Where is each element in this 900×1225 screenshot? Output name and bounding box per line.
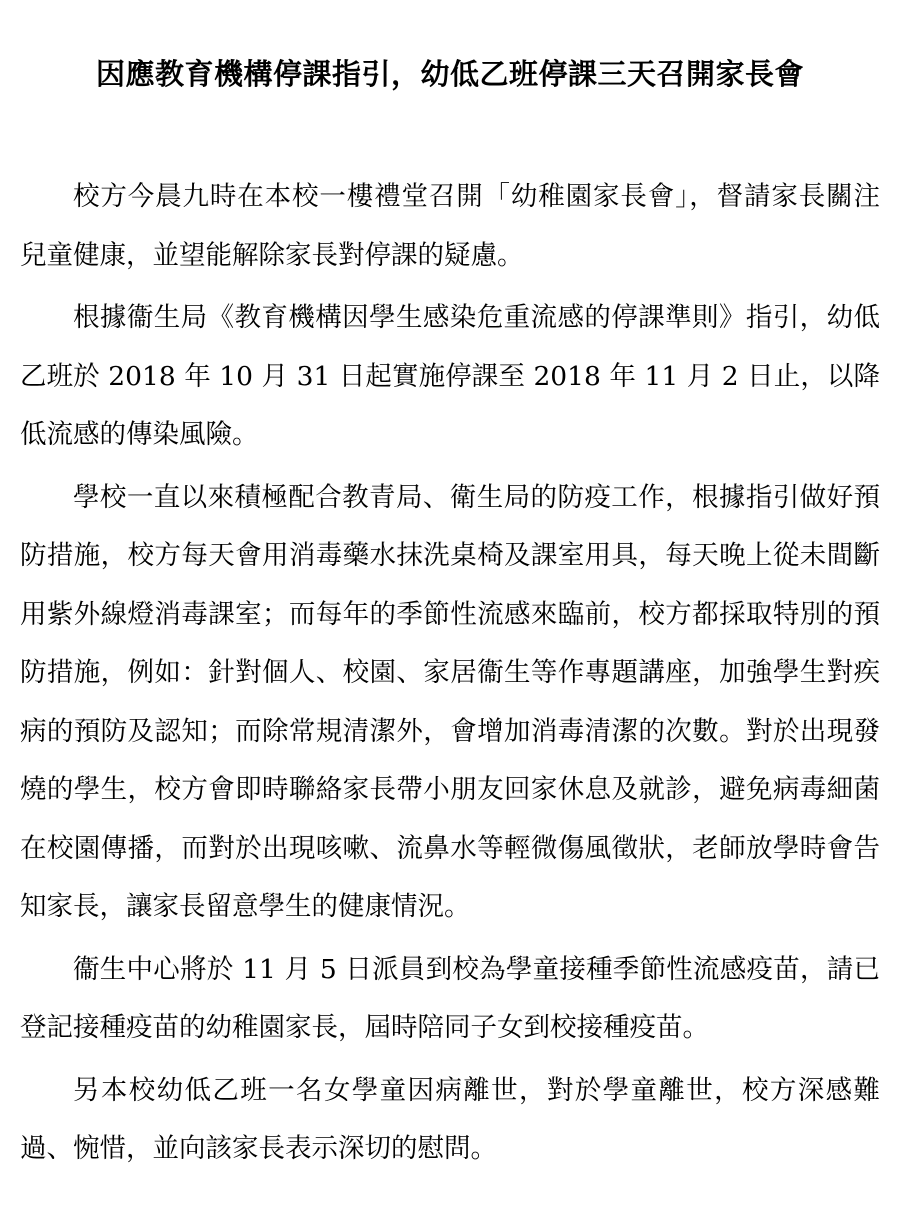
document-body bbox=[20, 168, 880, 1183]
paragraph-parent-meeting: 校方今晨九時在本校一樓禮堂召開「幼稚園家長會」，督請家長關注兒童健康，並望能解除家長對停課的疑慮。 bbox=[20, 181, 880, 271]
paragraph-condolences: 另本校幼低乙班一名女學童因病離世，對於學童離世，校方深感難過、惋惜，並向該家長表示深切的慰問。 bbox=[20, 1074, 880, 1164]
paragraph-flu-vaccination: 衞生中心將於 11 月 5 日派員到校為學童接種季節性流感疫苗，請已登記接種疫苗的幼稚園家長，屆時陪同子女到校接種疫苗。 bbox=[20, 953, 880, 1043]
document-title: 因應教育機構停課指引，幼低乙班停課三天召開家長會 bbox=[95, 57, 804, 91]
paragraph-prevention-measures: 學校一直以來積極配合教青局、衛生局的防疫工作，根據指引做好預防措施，校方每天會用消毒藥水抹洗桌椅及課室用具，每天晚上從未間斷用紫外線燈消毒課室；而每年的季節性流感來臨前，校方都採取特別的預防措施，例如：針對個人、校園、家居衞生等作專題講座，加強學生對疾病的預防及認知；而除常規清潔外，會增加消毒清潔的次數。對於出現發燒的學生，校方會即時聯絡家長帶小朋友回家休息及就診，避免病毒細菌在校園傳播，而對於出現咳嗽、流鼻水等輕微傷風徵狀，老師放學時會告知家長，讓家長留意學生的健康情況。 bbox=[20, 481, 880, 922]
paragraph-class-suspension: 根據衞生局《教育機構因學生感染危重流感的停課準則》指引，幼低乙班於 2018 年 10 月 31 日起實施停課至 2018 年 11 月 2 日止，以降低流感的傳染風險。 bbox=[20, 302, 881, 450]
